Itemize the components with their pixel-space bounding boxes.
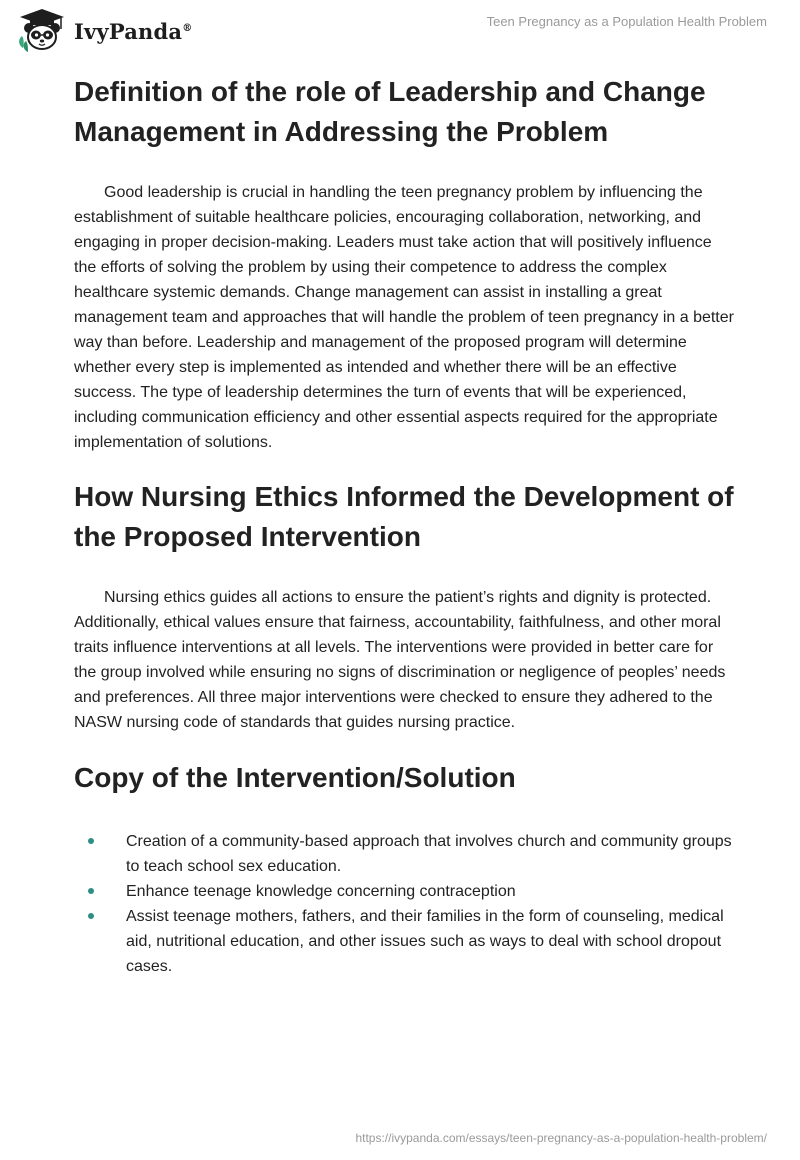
section-heading: Definition of the role of Leadership and Change Management in Addressing the Problem [74, 76, 706, 147]
document-title: Teen Pregnancy as a Population Health Problem [486, 14, 767, 29]
list-item-text: Creation of a community-based approach that involves church and community groups to teach school sex education. [126, 833, 732, 875]
brand-logo[interactable] [14, 8, 192, 54]
list-item [74, 829, 734, 879]
list-item [74, 904, 734, 979]
essay-content [74, 72, 734, 979]
section-heading: How Nursing Ethics Informed the Development of the Proposed Intervention [74, 481, 734, 552]
section-intervention [74, 758, 734, 979]
bullet-dot-icon [88, 838, 94, 844]
bullet-dot-icon [88, 913, 94, 919]
section-leadership [74, 72, 734, 455]
bullet-dot-icon [88, 888, 94, 894]
source-url[interactable]: https://ivypanda.com/essays/teen-pregnancy-as-a-population-health-problem/ [355, 1131, 767, 1145]
intervention-list [74, 829, 734, 979]
registered-mark: ® [182, 22, 193, 34]
section-paragraph: Nursing ethics guides all actions to ensure the patient’s rights and dignity is protected. Additionally, ethical values ensure that fairness, accountability, faithfulness, and other moral traits influence interventions at all levels. The interventions were provided in better care for the group involved while ensuring no signs of discrimination or negligence of peoples’ needs and preferences. All three major interventions were checked to ensure they adhered to the NASW nursing code of standards that guides nursing practice. [74, 589, 726, 731]
section-heading: Copy of the Intervention/Solution [74, 762, 516, 793]
list-item-text: Enhance teenage knowledge concerning contraception [126, 883, 516, 900]
panda-graduate-logo-icon [14, 8, 70, 54]
section-nursing-ethics [74, 477, 734, 735]
list-item [74, 879, 734, 904]
brand-name: IvyPanda® [74, 18, 193, 44]
section-paragraph: Good leadership is crucial in handling the teen pregnancy problem by influencing the establishment of suitable healthcare policies, encouraging collaboration, networking, and engaging in proper decision-making. Leaders must take action that will positively influence the efforts of solving the problem by using their competence to address the complex healthcare systemic demands. Change management can assist in installing a great management team and approaches that will handle the problem of teen pregnancy in a better way than before. Leadership and management of the proposed program will determine whether every step is implemented as intended and whether there will be an effective success. The type of leadership determines the turn of events that will be experienced, including communication efficiency and other essential aspects required for the appropriate implementation of solutions. [74, 184, 734, 451]
list-item-text: Assist teenage mothers, fathers, and their families in the form of counseling, medical aid, nutritional education, and other issues such as ways to deal with school dropout cases. [126, 908, 724, 975]
page-header [0, 0, 800, 60]
